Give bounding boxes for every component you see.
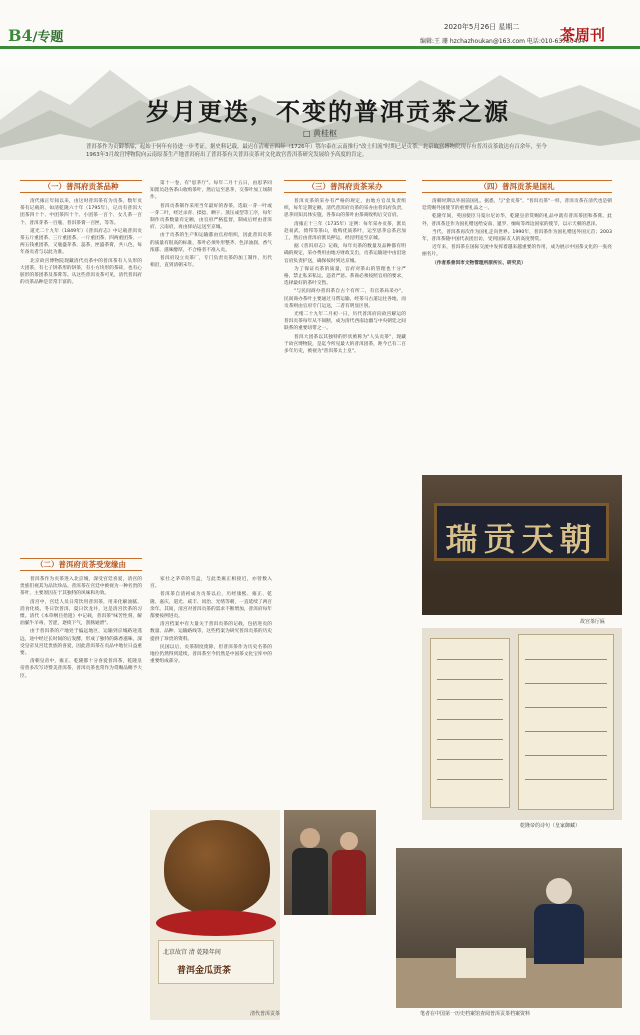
plaque-caption: 故宫茶厅匾 xyxy=(580,619,606,625)
plaque-photo xyxy=(422,475,622,615)
cake-caption: 清代普洱贡茶 xyxy=(250,1011,281,1017)
cake-label xyxy=(158,940,274,984)
paragraph: 乾隆年间，英国使臣马戛尔尼访华，乾隆皇帝赏赐的礼品中就有普洱茶团和茶膏。此外，普洱茶还作为国礼赠送给安南、暹罗、缅甸等周边国家的使节，以示天朝的恩泽。 xyxy=(422,214,612,227)
paragraph: 清宫档案中有大量关于普洱贡茶的记载，包括进贡的数量、品种、运输路线等，这些档案为研究普洱贡茶的历史提供了珍贵的资料。 xyxy=(150,622,272,642)
paragraph: 为了保证贡茶的质量，官府对茶山的管理也十分严格，禁止私采私运，违者严惩。茶商必须按照官府的要求，选择最好的茶叶交售。 xyxy=(284,266,406,287)
article-lead: 普洱茶作为贡御茶品，起始于何年有待进一步考证。据史料记载，最迟在清雍正四年（1726年）鄂尔泰在云南推行"改土归流"时期已是贡茶。北京故宫博物院现存有普洱贡茶致达有百余年，至今1963年3月故宫博物院向云南原茶生产地普洱府出了普洱茶有关普洱贡茶对文化故宫普洱茶研究发展给予高度的肯定。 xyxy=(86,144,547,158)
paragraph: 北京故宫博物院现藏清代贡茶中的普洱茶有人头形的大团茶，有七子饼茶形的饼茶，有小方块形的茶砖，也有心脏形的茶团茶及茶膏等。从这些普洱贡茶可见，清代普洱府的贡茶品种是非常丰富的。 xyxy=(20,258,142,286)
section-sub: /专题 xyxy=(32,30,64,45)
tea-cake xyxy=(164,820,270,915)
editor-info: 编辑:王 珊 hzchazhoukan@163.com 电话:010-63730494 xyxy=(420,38,586,45)
paragraph: 清朝时期以外国前国礼。据悉，与"金贡茶"、"普洱贡茶"一样，普洱贡茶在清代也是朝廷赏赐外国使节的重要礼品之一。 xyxy=(422,199,612,212)
books-photo xyxy=(422,628,622,820)
researcher-body xyxy=(534,904,584,964)
person-body xyxy=(292,848,328,915)
archive-document xyxy=(456,948,526,978)
paragraph: 普洱贡茶制作采用当年最好的春茶，选取一芽一叶或一芽二叶，经过杀青、揉捻、晒干、蒸压成型等工序，每年制作贡茶数量有定额，由官府严格监督，制成后经由普洱府、云南府，再由驿站运送至京城。 xyxy=(150,203,272,231)
section-heading-3: （三）普洱府贡茶采办 xyxy=(284,180,406,193)
paragraph: 当代，普洱茶再次作为国礼走向世界。1990年，普洱茶作为国礼赠送外国元首；2003年，普洱茶随中国代表团出访，受到国际友人的高度赞赏。 xyxy=(422,229,612,243)
archive-photo xyxy=(396,848,622,1008)
paragraph: 民国以后，贡茶制度废除，但普洱茶作为历史名茶的地位仍然得到延续，普洱茶至今仍然是中国茶文化宝库中的重要组成部分。 xyxy=(150,644,272,665)
archive-caption: 笔者在中国第一历史档案馆查阅普洱贡茶档案资料 xyxy=(420,1011,531,1017)
paragraph: 据《普洱府志》记载，每年贡茶的数量及品种都有明确的规定，采办费用由地方财政支出，贡茶运输途中由沿途官府负责护送，确保按时到达京城。 xyxy=(284,244,406,264)
cake-label-line-1: 北京故宫 清 乾隆年间 xyxy=(163,949,221,956)
paragraph: 清雍正十三年（1735年）定例：每年采办贡茶，派员赴易武、倚邦等茶山，收购优质茶叶，运至思茅总茶店加工，然后由普洱府派员押运，经昆明送至京城。 xyxy=(284,221,406,242)
column-3 xyxy=(284,198,406,806)
book-right xyxy=(518,634,614,810)
article-title: 岁月更迭，不变的普洱贡茶之源 xyxy=(146,97,510,126)
section-heading-4: （四）普洱贡茶是国礼 xyxy=(422,180,612,193)
column-2-bottom xyxy=(150,576,272,806)
paragraph: 由于普洱茶的产地处于偏远地区，运输到京城路途遥远，途中经过长时间的后发酵，形成了独特的陈香滋味，深受皇帝及宫廷贵族的喜爱，因此普洱茶在贡品中地位日益重要。 xyxy=(20,629,142,657)
paragraph: 普洱茶作为贡茶进入北京城，深受宫廷喜爱，清宫的贵族们视其为品饮珍品。普洱茶在宫廷中被视为一种名贵的茶叶，主要原因在于其独特的风味和功效。 xyxy=(20,577,142,597)
paragraph: 道光二十九年（1849年）《普洱府志》中记载普洱贡茶五斤重团茶、三斤重团茶、一斤重团茶、四两重团茶、一两五钱重团茶，又瓶盛芽茶、蕊茶，匣盛茶膏，共八色，每年备贡者与以此为准。 xyxy=(20,228,142,256)
paragraph: 普洱府设立贡茶厂，专门负责贡茶的加工制作，历代相沿，直到清朝末年。 xyxy=(150,256,272,269)
tea-cake-photo xyxy=(150,810,280,1020)
column-1-top xyxy=(20,198,142,550)
researcher-head xyxy=(546,878,572,904)
paragraph: 光绪二十九年二月初一日，历代普洱府向故宫解运的普洱贡茶每年从不间断，成为清代西南边疆与中央朝廷之间联系的重要纽带之一。 xyxy=(284,312,406,332)
column-1-bottom xyxy=(20,576,142,1016)
cake-cushion xyxy=(156,910,276,936)
men-photo xyxy=(284,810,376,915)
article-author: □ 黄桂枢 xyxy=(302,129,338,138)
paragraph: 第十一卷，有"思茅厅"。每年二月十五日，由思茅同知派员赴各茶山收购茶叶，然后运至思茅，交茶叶加工场制作。 xyxy=(150,181,272,201)
paragraph: 家社之茅草的雪盒，与此类雍正相接近，亦曾数入宫。 xyxy=(150,577,272,590)
paragraph: 近年来，普洱茶在国际交流中发挥着越来越重要的作用，成为展示中国茶文化的一张亮丽名片。 xyxy=(422,245,612,258)
plaque-inscription: 瑞贡天朝 xyxy=(445,520,598,558)
paragraph: 普洱贡茶的采办有严格的规定，由地方官员负责组织，每年定期定额。清代普洱府贡茶的采办由普洱府负责，思茅同知具体实施，各茶山的茶叶由茶商收购后交官府。 xyxy=(284,199,406,219)
books-caption: 乾隆帝的诗句（皇家御藏） xyxy=(520,823,581,829)
header-rule xyxy=(0,46,640,49)
brand-logo: 茶周刊 xyxy=(560,26,606,44)
paragraph: 普洱茶自清初成为贡茶以后，历经康熙、雍正、乾隆、嘉庆、道光、咸丰、同治、光绪等朝，一直延续了两百余年。其间，清宫对普洱贡茶的需求不断增加，普洱府每年都要按例进贡。 xyxy=(150,592,272,620)
person-head xyxy=(300,828,320,848)
paragraph: 由于贡茶的生产和运输都由官府组织，因此普洱贡茶的质量有很高的标准，茶叶必须外形整齐、色泽油润、香气浓郁、滋味醇厚，不合格者不准入贡。 xyxy=(150,233,272,253)
column-4 xyxy=(422,198,612,460)
person-head xyxy=(340,832,358,850)
plaque-board xyxy=(434,503,609,561)
page-header xyxy=(0,0,640,50)
plaque-wall xyxy=(422,575,622,615)
author-note: （作者系普洱市文物管理所原所长、研究员） xyxy=(432,260,526,266)
section-heading-1: （一）普洱府贡茶品种 xyxy=(20,180,142,193)
section-heading-2: （二）普洱府贡茶受宠缘由 xyxy=(20,558,142,571)
paragraph: 普洱大团茶以其独特的形状被称为"人头贡茶"，现藏于故宫博物院，是迄今所见最大的普洱团茶，距今已有二百多年历史，被视为"普洱茶太上皇"。 xyxy=(284,334,406,355)
book-left xyxy=(430,638,510,808)
issue-date: 2020年5月26日 星期二 xyxy=(444,23,520,31)
person-body xyxy=(332,850,366,915)
cake-label-line-2: 普洱金瓜贡茶 xyxy=(177,966,232,976)
paragraph: 清朝皇帝中，雍正、乾隆都十分喜爱普洱茶，乾隆皇帝曾多次写诗赞美普洱茶，普洱贡茶也常作为赏赐品赐予大臣。 xyxy=(20,659,142,679)
paragraph: "与民间商办普洱茶自古个有所二，有官茶局采办"，民间商办茶叶主要通过马帮运输，经茶马古道运往各地，而贡茶则由官府专门运送，二者有明显区别。 xyxy=(284,289,406,309)
paragraph: 清代雍正年间以来，由这时普洱茶有为贡茶。数年贡茶有记载的，如清乾隆六十年（1795年），记贡有普洱大团茶四十个、中团茶四十个、小团茶一百个、女儿茶一百个、普洱芽茶一百瓶、普洱茶膏一百匣，等等。 xyxy=(20,199,142,226)
section-label: B4/专题 xyxy=(8,26,64,45)
paragraph: 清宫中，宫廷人员日常饮用普洱茶，用来化解油腻、消食化痰。冬日饮普洱，夏日饮龙井，这是清宫饮茶的习惯。清代《本草纲目拾遗》中记载，普洱茶"味苦性刻，解油腻牛羊毒，苦涩，逐痰下气，刮肠通泄"。 xyxy=(20,599,142,627)
column-2-top xyxy=(150,180,272,550)
